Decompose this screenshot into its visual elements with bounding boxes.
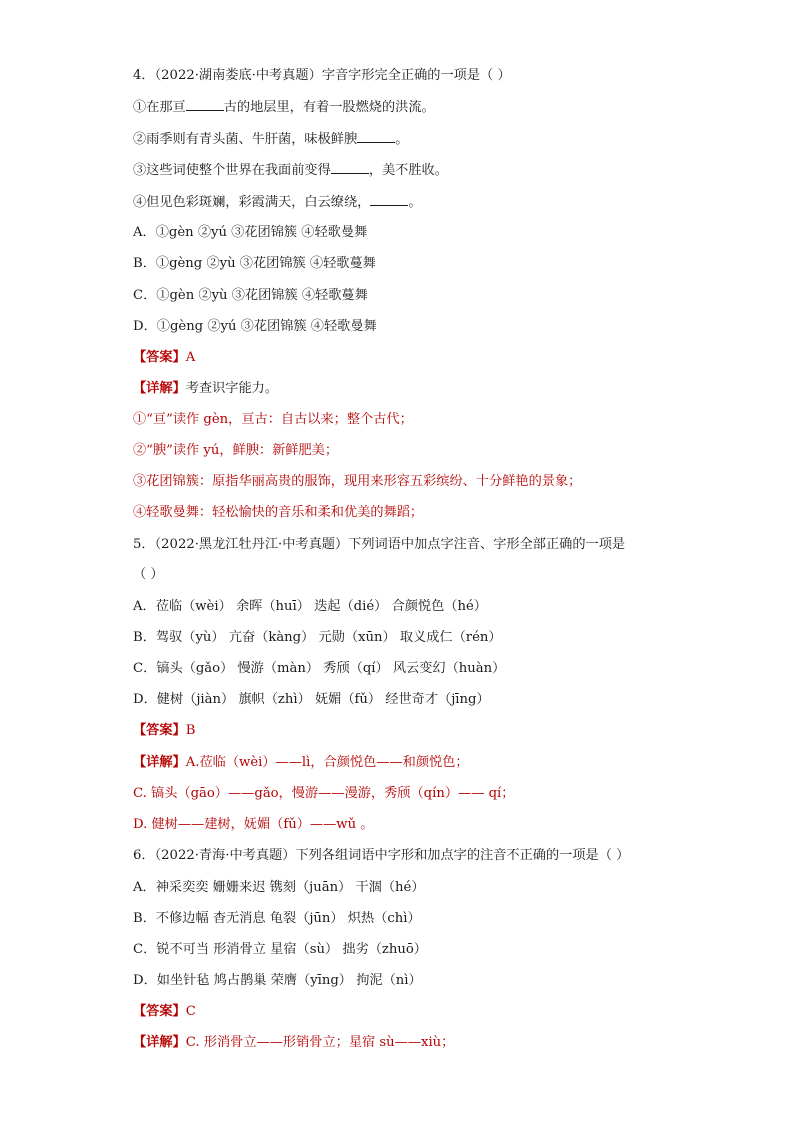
answer-value: A <box>185 350 196 365</box>
question-stem: 下列各组词语中字形和加点字的注音不正确的一项是（ ） <box>295 848 630 863</box>
q5-option-a: A．莅临（wèi） 余晖（huī） 迭起（dié） 合颜悦色（hé） <box>133 599 487 614</box>
answer-value: B <box>185 723 196 738</box>
q5-stem-paren: （ ） <box>133 567 164 582</box>
question-number: 4． <box>133 68 155 83</box>
q6-detail: 【详解】C. 形消骨立——形销骨立；星宿 sù——xiù； <box>133 1035 455 1050</box>
q4-sentence-3: ③这些词使整个世界在我面前变得 ，美不胜收。 <box>133 163 448 178</box>
question-number: 5． <box>133 537 155 552</box>
q5-answer: 【答案】B <box>133 723 196 738</box>
blank-underline <box>186 98 224 111</box>
q4-sentence-2: ②雨季则有青头菌、牛肝菌，味极鲜腴 。 <box>133 132 409 147</box>
question-stem: 下列词语中加点字注音、字形全部正确的一项是 <box>348 537 626 552</box>
q4-note-3: ③花团锦簇：原指华丽高贵的服饰，现用来形容五彩缤纷、十分鲜艳的景象； <box>133 474 582 489</box>
blank-underline <box>357 130 395 143</box>
question-5-header <box>133 536 625 554</box>
q4-option-c: C．①gèn ②yù ③花团锦簇 ④轻歌蔓舞 <box>133 288 368 303</box>
question-4-header <box>133 67 511 85</box>
q4-note-4: ④轻歌曼舞：轻松愉快的音乐和柔和优美的舞蹈； <box>133 505 424 520</box>
q5-note-1: C. 镐头（gāo）——gǎo，慢游——漫游，秀颀（qín）—— qí； <box>133 786 515 801</box>
q4-note-1: ①“亘”读作 gèn，亘古：自古以来；整个古代； <box>133 412 413 427</box>
question-number: 6． <box>133 848 155 863</box>
question-source: （2022·青海·中考真题） <box>154 848 296 863</box>
q4-option-d: D．①gèng ②yú ③花团锦簇 ④轻歌曼舞 <box>133 319 377 334</box>
question-source: （2022·湖南娄底·中考真题） <box>154 68 322 83</box>
q4-option-a: A．①gèn ②yú ③花团锦簇 ④轻歌曼舞 <box>133 225 368 240</box>
question-6-header <box>133 847 629 865</box>
q5-option-d: D．健树（jiàn） 旗帜（zhì） 妩媚（fǔ） 经世奇才（jīng） <box>133 692 490 707</box>
blank-underline <box>331 161 369 174</box>
q4-option-b: B．①gèng ②yù ③花团锦簇 ④轻歌蔓舞 <box>133 256 376 271</box>
q4-sentence-4: ④但见色彩斑斓，彩霞满天，白云缭绕， 。 <box>133 195 422 210</box>
question-stem: 字音字形完全正确的一项是（ ） <box>321 68 511 83</box>
q6-option-c: C．锐不可当 形消骨立 星宿（sù） 拙劣（zhuō） <box>133 942 427 957</box>
q6-option-d: D．如坐针毡 鸠占鹊巢 荣膺（yīng） 拘泥（nì） <box>133 973 422 988</box>
q6-option-b: B．不修边幅 杳无消息 龟裂（jūn） 炽热（chì） <box>133 911 421 926</box>
q4-answer: 【答案】A <box>133 350 196 365</box>
q5-option-c: C．镐头（gǎo） 慢游（màn） 秀颀（qí） 风云变幻（huàn） <box>133 661 506 676</box>
q6-answer: 【答案】C <box>133 1004 196 1019</box>
q4-detail: 【详解】考查识字能力。 <box>133 381 279 396</box>
blank-underline <box>370 193 408 206</box>
q5-detail: 【详解】A.莅临（wèi）——lì，合颜悦色——和颜悦色； <box>133 755 469 770</box>
answer-value: C <box>185 1004 196 1019</box>
q4-note-2: ②“腴”读作 yú，鲜腴：新鲜肥美； <box>133 443 339 458</box>
q4-sentence-1: ①在那亘 古的地层里，有着一股燃烧的洪流。 <box>133 100 435 115</box>
q5-option-b: B．驾驭（yù） 亢奋（kàng） 元勋（xūn） 取义成仁（rén） <box>133 630 502 645</box>
question-source: （2022·黑龙江牡丹江·中考真题） <box>154 537 349 552</box>
q5-note-2: D. 健树——建树，妩媚（fǔ）——wǔ 。 <box>133 817 374 832</box>
q6-option-a: A．神采奕奕 姗姗来迟 镌刻（juān） 干涸（hé） <box>133 880 425 895</box>
